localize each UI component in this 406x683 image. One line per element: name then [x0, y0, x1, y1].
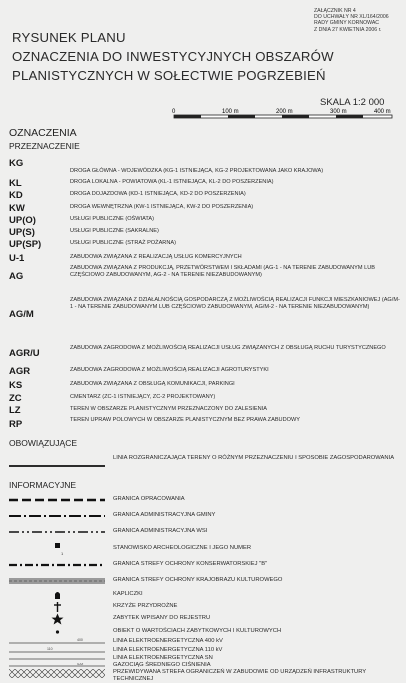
zone-code: AG/M — [9, 309, 34, 320]
zone-code: KW — [9, 203, 25, 214]
legend-row — [9, 589, 401, 601]
legend-row — [9, 227, 401, 239]
legend-row — [9, 510, 401, 522]
zone-code: ZC — [9, 393, 22, 404]
legend-row — [9, 366, 401, 378]
legend-row — [9, 215, 401, 227]
legend-row — [9, 393, 401, 405]
legend-row — [9, 543, 401, 559]
zone-description: ZABUDOWA ZWIĄZANA Z PRODUKCJĄ, PRZETWÓRSTWEM I SKŁADAMI (AG-1 - NA TERENIE ZABUDOWANYM LUB CZĘŚCIOWO ZABUDOWANYM, AG-2 - NA TERENIE NIEZABUDOWANYM) — [70, 265, 375, 279]
legend-description: STANOWISKO ARCHEOLOGICZNE I JEGO NUMER — [113, 545, 252, 551]
scale-tick: 300 m — [330, 109, 347, 115]
zone-description: TEREN W OBSZARZE PLANISTYCZNYM PRZEZNACZONY DO ZALESIENIA — [70, 406, 267, 412]
square-marker-icon — [9, 543, 107, 555]
legend-description: LINIA ELEKTROENERGETYCZNA SN — [113, 655, 213, 661]
scale-tick: 400 m — [374, 109, 391, 115]
annex-line: ZAŁĄCZNIK NR 4 — [314, 8, 356, 14]
zone-description: DROGA DOJAZDOWA (KD-1 ISTNIEJĄCA, KD-2 DO POSZERZENIA) — [70, 191, 246, 197]
zone-code: LZ — [9, 405, 21, 416]
cross-icon — [9, 601, 107, 613]
legend-description: LINIA ROZGRANICZAJĄCA TERENY O RÓŻNYM PRZEZNACZENIU I SPOSOBIE ZAGOSPODAROWANIA — [113, 455, 395, 461]
star-icon — [9, 613, 107, 625]
zone-code: KS — [9, 380, 23, 391]
zone-description: ZABUDOWA ZAGRODOWA Z MOŻLIWOŚCIĄ REALIZACJI AGROTURYSTYKI — [70, 367, 269, 373]
legend-description: GAZOCIĄG ŚREDNIEGO CIŚNIENIA — [113, 662, 211, 668]
legend-row — [9, 253, 401, 265]
dash-dot-dot-line-icon — [9, 526, 107, 538]
legend-row — [9, 575, 401, 587]
zone-code: AGR — [9, 366, 31, 377]
page-subtitle-1: OZNACZENIA DO INWESTYCYJNYCH OBSZARÓW — [12, 49, 334, 64]
legend-row — [9, 380, 401, 392]
chapel-icon — [9, 589, 107, 601]
legend-description: KAPLICZKI — [113, 591, 143, 597]
annex-note — [314, 8, 389, 33]
legend-description: GRANICA STREFY OCHRONY KONSERWATORSKIEJ "B" — [113, 561, 268, 567]
scale-tick: 100 m — [222, 109, 239, 115]
legend-description: GRANICA ADMINISTRACYJNA GMINY — [113, 512, 216, 518]
legend-row — [9, 453, 401, 475]
legend-description: GRANICA OPRACOWANIA — [113, 496, 185, 502]
dashed-line-icon — [9, 494, 107, 506]
legend-row — [9, 345, 401, 367]
legend-description: GRANICA STREFY OCHRONY KRAJOBRAZU KULTUROWEGO — [113, 577, 283, 583]
legend-row — [9, 526, 401, 538]
legend-row — [9, 405, 401, 417]
legend-description: ZABYTEK WPISANY DO REJESTRU — [113, 615, 211, 621]
zone-description: USŁUGI PUBLICZNE (SAKRALNE) — [70, 228, 159, 234]
legend-row — [9, 265, 401, 295]
zone-code: KG — [9, 158, 24, 169]
section-heading-informacyjne: INFORMACYJNE — [9, 480, 77, 490]
scale-label: SKALA 1:2 000 — [320, 97, 385, 108]
zone-code: UP(S) — [9, 227, 35, 238]
legend-description: PRZEWIDYWANA STREFA OGRANICZEŃ W ZABUDOWIE OD URZĄDZEŃ INFRASTRUKTURY TECHNICZNEJ — [113, 669, 367, 683]
dash-dot-line-icon — [9, 510, 107, 522]
legend-description: OBIEKT O WARTOŚCIACH ZABYTKOWYCH I KULTUROWYCH — [113, 628, 282, 634]
zone-code: RP — [9, 419, 23, 430]
legend-description: LINIA ELEKTROENERGETYCZNA 110 kV — [113, 647, 223, 653]
legend-row — [9, 417, 401, 435]
annex-line: RADY GMINY KORNOWAC — [314, 20, 380, 27]
zone-code: KL — [9, 178, 22, 189]
section-heading-przeznaczenie: PRZEZNACZENIE — [9, 141, 80, 151]
zone-description: ZABUDOWA ZWIĄZANA Z REALIZACJĄ USŁUG KOMERCYJNYCH — [70, 254, 242, 260]
legend-row — [9, 559, 401, 571]
legend-row — [9, 178, 401, 190]
section-heading-obowiazujace: OBOWIĄZUJĄCE — [9, 438, 78, 448]
scale-tick: 200 m — [276, 109, 293, 115]
zone-description: ZABUDOWA ZWIĄZANA Z OBSŁUGĄ KOMUNIKACJI, PARKINGI — [70, 381, 235, 387]
legend-description: LINIA ELEKTROENERGETYCZNA 400 kV — [113, 638, 223, 644]
zone-description: DROGA LOKALNA - POWIATOWA (KL-1 ISTNIEJĄCA, KL-2 DO POSZERZENIA) — [70, 179, 274, 185]
zone-description: DROGA WEWNĘTRZNA (KW-1 ISTNIEJĄCA, KW-2 DO POSZERZENIA) — [70, 204, 254, 210]
zone-description: USŁUGI PUBLICZNE (STRAŻ POŻARNA) — [70, 240, 176, 246]
zone-code: UP(O) — [9, 215, 36, 226]
zone-description: ZABUDOWA ZAGRODOWA Z MOŻLIWOŚCIĄ REALIZACJI USŁUG ZWIĄZANYCH Z OBSŁUGĄ RUCHU TURYSTYCZNEGO — [70, 345, 386, 351]
boundary-line-icon — [9, 460, 107, 472]
archaeology-number: 1 — [61, 551, 64, 555]
annex-line: Z DNIA 27 KWIETNIA 2006 r. — [314, 26, 382, 33]
section-heading-oznaczenia: OZNACZENIA — [9, 127, 77, 139]
legend-row — [9, 601, 401, 613]
zone-code: AGR/U — [9, 348, 40, 359]
legend-description: GRANICA ADMINISTRACYJNA WSI — [113, 528, 208, 534]
scale-tick: 0 — [172, 109, 176, 115]
power-line-label: 400 — [77, 638, 83, 642]
page-subtitle-2: PLANISTYCZNYCH W SOŁECTWIE POGRZEBIEŃ — [12, 68, 326, 83]
legend-row — [9, 190, 401, 202]
zone-description: ZABUDOWA ZWIĄZANA Z DZIAŁALNOŚCIĄ GOSPODARCZĄ Z MOŻLIWOŚCIĄ REALIZACJI FUNKCJI MIESZKANIOWEJ (AG/M-1 - NA TERENIE ZABUDOWANYM LUB CZĘŚCIOWO ZABUDOWANYM, AG/M-2 - NA TERENIE NIEZABUDOWANYM) — [70, 297, 400, 311]
legend-row — [9, 239, 401, 251]
legend-row — [9, 494, 401, 506]
legend-row — [9, 297, 401, 329]
zone-description: TEREN UPRAW POLOWYCH W OBSZARZE PLANISTYCZNYM BEZ PRAWA ZABUDOWY — [70, 417, 300, 423]
legend-row — [9, 613, 401, 625]
zone-description: DROGA GŁÓWNA - WOJEWÓDZKA (KG-1 ISTNIEJĄCA, KG-2 PROJEKTOWANA JAKO KRAJOWA) — [70, 168, 324, 174]
landscape-zone-band-icon — [9, 575, 107, 587]
zone-description: CMENTARZ (ZC-1 ISTNIEJĄCY, ZC-2 PROJEKTOWANY) — [70, 394, 216, 400]
zone-code: U-1 — [9, 253, 25, 264]
legend-row — [9, 669, 401, 683]
zone-code: KD — [9, 190, 23, 201]
scale-bar — [172, 106, 396, 120]
annex-line: DO UCHWAŁY NR XL/164/2006 — [314, 14, 389, 21]
conservation-zone-line-icon — [9, 559, 107, 571]
legend-row — [9, 203, 401, 215]
zone-code: AG — [9, 271, 24, 282]
legend-description: KRZYŻE PRZYDROŻNE — [113, 603, 178, 609]
power-line-label: 110 — [47, 647, 53, 651]
legend-row — [9, 154, 401, 176]
page-title: RYSUNEK PLANU — [12, 30, 126, 45]
zone-code: UP(SP) — [9, 239, 42, 250]
gas-line-label: GAZ — [77, 662, 84, 666]
zone-description: USŁUGI PUBLICZNE (OŚWIATA) — [70, 216, 155, 222]
restriction-zone-hatch-icon — [9, 669, 107, 681]
